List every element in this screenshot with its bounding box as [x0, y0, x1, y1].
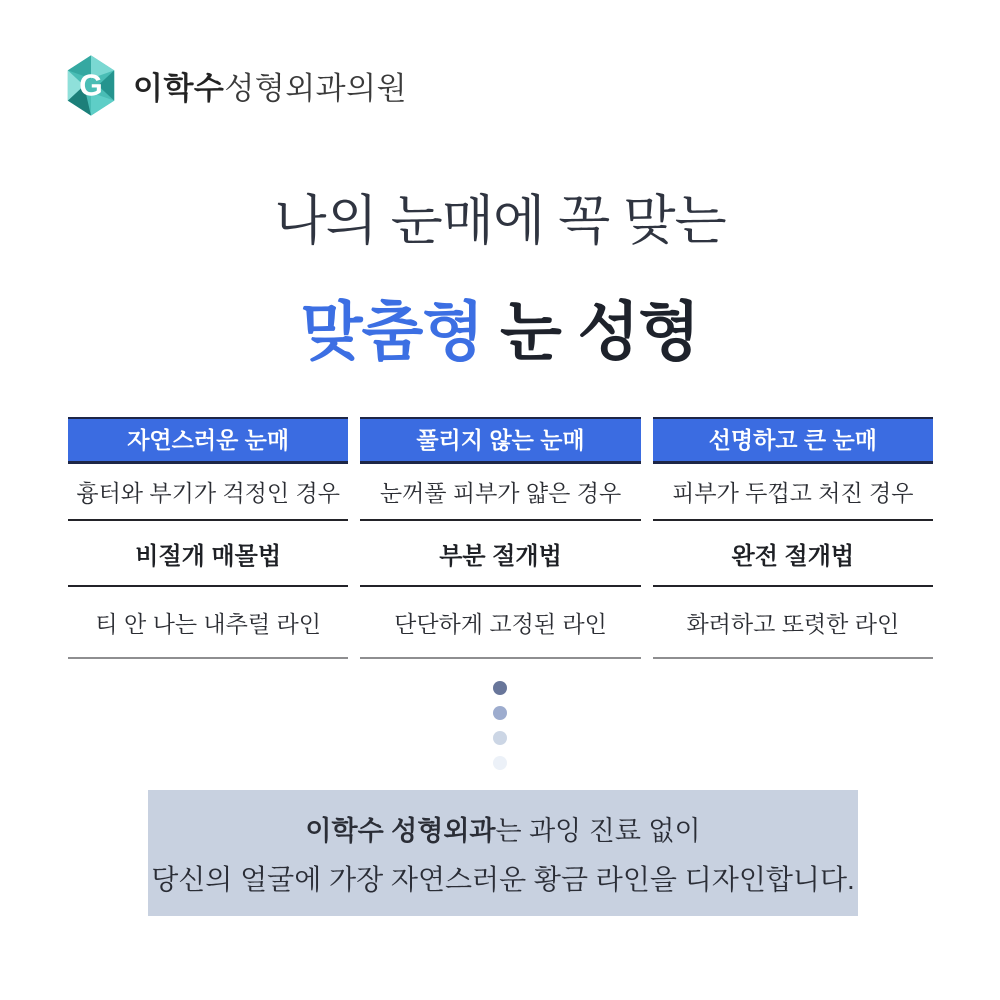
- footer-line1-bold: 이학수 성형외과: [305, 815, 496, 846]
- column-result: 티 안 나는 내추럴 라인: [95, 610, 321, 637]
- clinic-logo: [62, 53, 407, 118]
- svg-text:G: G: [79, 69, 103, 103]
- clinic-name-bold: 이학수: [133, 71, 225, 106]
- column-result: 단단하게 고정된 라인: [394, 610, 607, 637]
- column-header: 선명하고 큰 눈매: [653, 417, 933, 464]
- hero-title-line1: 나의 눈매에 꼭 맞는: [274, 191, 726, 251]
- column-case: 피부가 두껍고 처진 경우: [672, 480, 914, 506]
- footer-note-box: [148, 790, 858, 916]
- column-unloosening-eyes: [360, 417, 640, 659]
- hero-title: [0, 178, 1000, 373]
- hero-title-highlight: 맞춤형: [300, 296, 484, 368]
- column-natural-eyes: [68, 417, 348, 659]
- ellipsis-dot: [493, 706, 507, 720]
- hero-title-line2: [0, 281, 1000, 373]
- column-method: 완전 절개법: [731, 542, 855, 570]
- clinic-name: [133, 63, 407, 108]
- gem-hexagon-icon: [62, 53, 120, 118]
- column-header: 풀리지 않는 눈매: [360, 417, 640, 464]
- ellipsis-dot: [493, 681, 507, 695]
- column-case: 흉터와 부기가 걱정인 경우: [76, 480, 340, 506]
- footer-line1: [305, 809, 700, 848]
- fading-ellipsis-dots: [0, 681, 1000, 770]
- column-header: 자연스러운 눈매: [68, 417, 348, 464]
- column-result: 화려하고 또렷한 라인: [686, 610, 900, 637]
- ellipsis-dot: [493, 731, 507, 745]
- eye-surgery-comparison-table: [68, 417, 933, 659]
- column-case: 눈꺼풀 피부가 얇은 경우: [379, 480, 622, 506]
- divider-bottom: [360, 657, 640, 659]
- clinic-name-rest: 성형외과의원: [224, 71, 408, 106]
- ellipsis-dot: [493, 756, 507, 770]
- column-method: 부분 절개법: [439, 542, 562, 570]
- footer-line1-rest: 는 과잉 진료 없이: [495, 815, 701, 846]
- divider-bottom: [653, 657, 933, 659]
- divider-bottom: [68, 657, 348, 659]
- column-big-clear-eyes: [653, 417, 933, 659]
- hero-title-line2-rest: 눈 성형: [483, 296, 700, 368]
- footer-line2: 당신의 얼굴에 가장 자연스러운 황금 라인을 디자인합니다.: [151, 863, 855, 895]
- column-method: 비절개 매몰법: [135, 542, 282, 570]
